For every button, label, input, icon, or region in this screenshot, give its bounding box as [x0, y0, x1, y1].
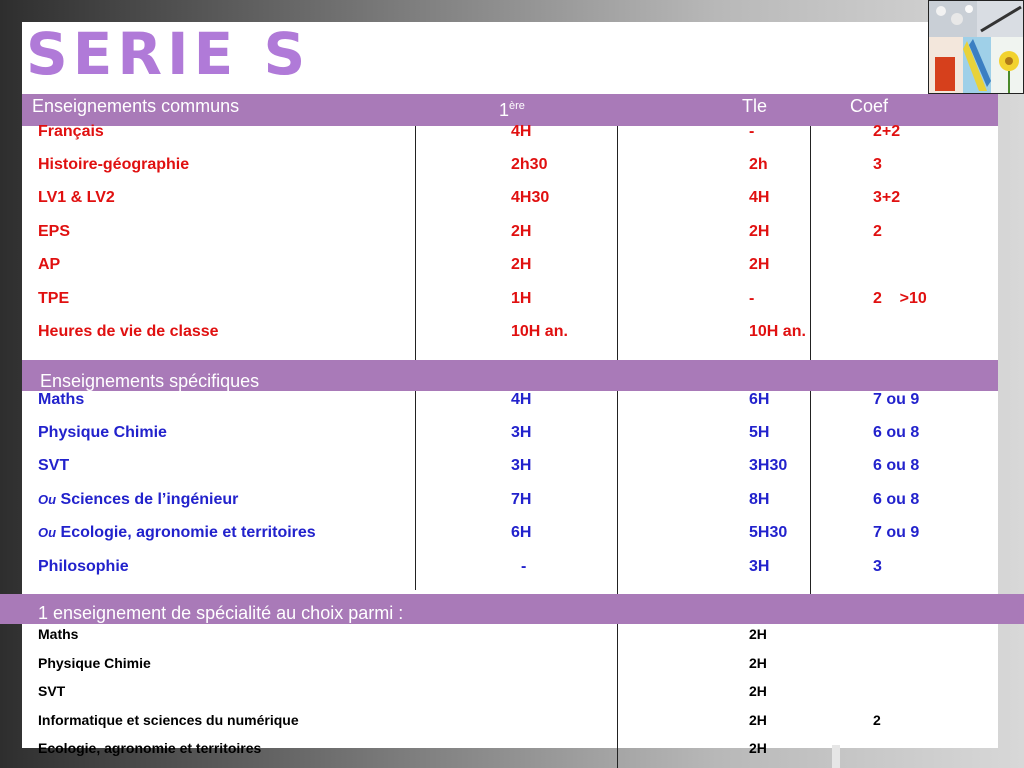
subject-label: Ecologie, agronomie et territoires	[60, 524, 316, 541]
page-title: SERIE S	[26, 20, 311, 88]
decor-strip	[832, 745, 840, 768]
subject-name: Maths	[38, 391, 85, 408]
hours-first: 4H30	[511, 189, 550, 206]
hours-first: 2H	[511, 256, 532, 273]
coefficient: 6 ou 8	[873, 457, 920, 474]
hours-tle: 6H	[749, 391, 770, 408]
hours-tle: 2H	[749, 655, 767, 671]
header-first-number: 1	[499, 100, 510, 120]
hours-first: 4H	[511, 123, 532, 140]
coefficient: 2+2	[873, 123, 901, 140]
grid-line	[617, 108, 618, 768]
hours-tle: 2H	[749, 223, 770, 240]
hours-tle: 2H	[749, 256, 770, 273]
subject-name: Histoire-géographie	[38, 156, 190, 173]
hours-tle: 2H	[749, 626, 767, 642]
speciality-band	[0, 594, 1024, 624]
or-prefix: Ou	[38, 492, 57, 507]
hours-tle: 8H	[749, 491, 770, 508]
subject-name: EPS	[38, 223, 71, 240]
hours-first: 2H	[511, 223, 532, 240]
subject-name: Ecologie, agronomie et territoires	[38, 740, 262, 756]
coefficient: 3	[873, 558, 882, 575]
subject-name: TPE	[38, 290, 70, 307]
hours-tle: 2h	[749, 156, 768, 173]
hours-first: 3H	[511, 457, 532, 474]
science-photo	[928, 0, 1024, 94]
hours-first: 10H an.	[511, 323, 568, 340]
hours-first: 3H	[511, 424, 532, 441]
subject-name: AP	[38, 256, 61, 273]
subject-name	[38, 524, 316, 542]
coefficient: 6 ou 8	[873, 424, 920, 441]
header-band	[22, 94, 998, 126]
hours-tle: -	[749, 123, 755, 140]
subject-name: Physique Chimie	[38, 655, 151, 671]
hours-tle: 3H30	[749, 457, 788, 474]
hours-first: 2h30	[511, 156, 548, 173]
specific-band	[22, 360, 998, 391]
coefficient: 3	[873, 156, 882, 173]
science-collage-image	[929, 1, 1024, 94]
header-first-suffix: ère	[509, 100, 525, 112]
coefficient: 2 >10	[873, 290, 927, 307]
hours-tle: 2H	[749, 740, 767, 756]
hours-first: -	[521, 558, 527, 575]
coefficient: 2	[873, 712, 881, 728]
hours-tle: 2H	[749, 712, 767, 728]
speciality-header: 1 enseignement de spécialité au choix parmi :	[38, 603, 404, 623]
subject-name: Français	[38, 123, 104, 140]
subject-name: Heures de vie de classe	[38, 323, 219, 340]
specific-header: Enseignements spécifiques	[40, 371, 260, 391]
subject-name	[38, 491, 238, 509]
hours-first: 1H	[511, 290, 532, 307]
hours-first: 7H	[511, 491, 532, 508]
subject-name: SVT	[38, 457, 70, 474]
subject-name: LV1 & LV2	[38, 189, 115, 206]
grid-line	[415, 108, 416, 590]
hours-tle: 5H30	[749, 524, 788, 541]
subject-name: Maths	[38, 626, 79, 642]
hours-tle: 5H	[749, 424, 770, 441]
hours-tle: -	[749, 290, 755, 307]
coefficient: 3+2	[873, 189, 901, 206]
header-col-coef: Coef	[850, 96, 889, 116]
hours-tle: 3H	[749, 558, 770, 575]
hours-tle: 2H	[749, 683, 767, 699]
subject-label: Sciences de l’ingénieur	[60, 491, 239, 508]
hours-tle: 10H an.	[749, 323, 806, 340]
coefficient: 7 ou 9	[873, 524, 920, 541]
grid-line	[810, 108, 811, 594]
header-col-tle: Tle	[742, 96, 768, 116]
subject-name: Physique Chimie	[38, 424, 167, 441]
header-col-subject: Enseignements communs	[32, 96, 240, 116]
subject-name: Philosophie	[38, 558, 129, 575]
hours-first: 6H	[511, 524, 532, 541]
coefficient: 7 ou 9	[873, 391, 920, 408]
subject-name: SVT	[38, 683, 66, 699]
hours-tle: 4H	[749, 189, 770, 206]
hours-first: 4H	[511, 391, 532, 408]
coefficient: 2	[873, 223, 882, 240]
header-col-first	[499, 94, 525, 122]
coefficient: 6 ou 8	[873, 491, 920, 508]
subject-name: Informatique et sciences du numérique	[38, 712, 299, 728]
or-prefix: Ou	[38, 525, 57, 540]
